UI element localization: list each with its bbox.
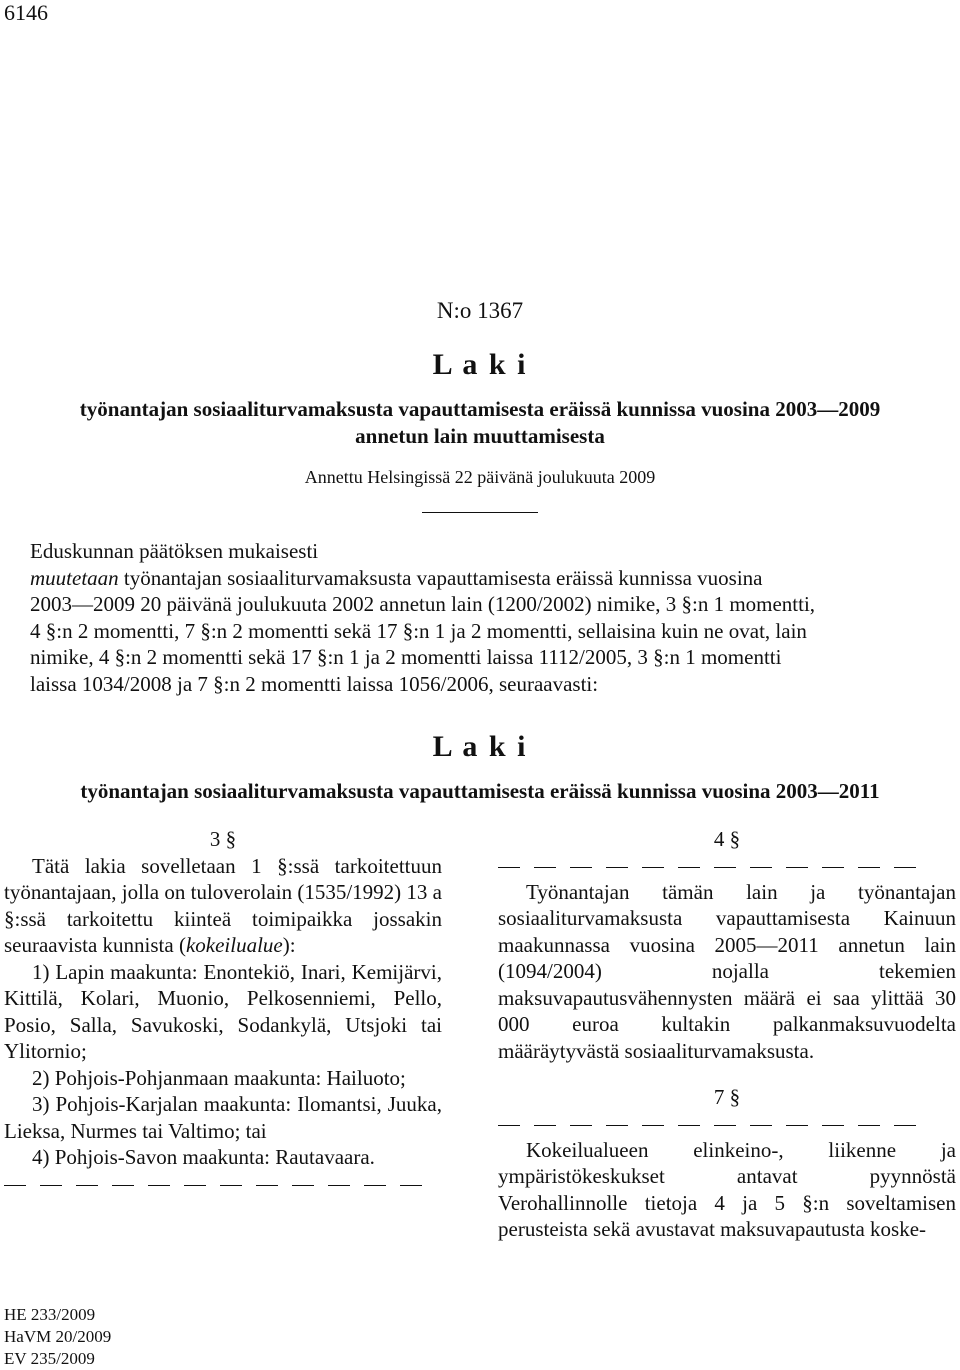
law-title-line2: annetun lain muuttamisesta (355, 424, 605, 448)
reference-he: HE 233/2009 (4, 1305, 96, 1324)
preamble (30, 538, 956, 697)
divider (422, 512, 538, 513)
given-at: Annettu Helsingissä 22 päivänä joulukuuta 2009 (304, 467, 656, 487)
section-3-heading: 3 § (209, 827, 237, 851)
section-7-text: Kokeilualueen elinkeino-, liikenne ja ympäristökeskukset antavat pyynnöstä Verohallinnolle tietoja 4 ja 5 §:n soveltamisen perusteista sekä avustavat maksuvapautusta koske- (498, 1137, 956, 1241)
section-3-intro-italic: kokeilualue (185, 933, 283, 957)
preamble-line2 (30, 565, 956, 592)
list-item: 4) Pohjois-Savon maakunta: Rautavaara. (32, 1145, 375, 1169)
section-4-text: Työnantajan tämän lain ja työnantajan sosiaaliturvamaksusta vapauttamisesta Kainuun maakunnassa vuosina 2005—2011 annetun lain (1094/2004) nojalla tekemien maksuvapautusvähennysten määrä ei saa ylittää 30 000 euroa kultakin palkanmaksuvuodelta määräytyvästä sosiaaliturvamaksusta. (498, 879, 956, 1063)
reference-ev: EV 235/2009 (4, 1349, 95, 1368)
section-3-intro-b: ): (282, 933, 296, 957)
new-law-heading: L a k i (432, 730, 528, 763)
preamble-line1: Eduskunnan päätöksen mukaisesti (30, 539, 319, 563)
page-number: 6146 (4, 0, 48, 25)
omission-dashes (498, 853, 956, 873)
list-item: 2) Pohjois-Pohjanmaan maakunta: Hailuoto; (32, 1065, 406, 1090)
list-item: 1) Lapin maakunta: Enontekiö, Inari, Kemijärvi, Kittilä, Kolari, Muonio, Pelkosenniemi, Pello, Posio, Salla, Savukoski, Sodankylä, Utsjoki tai Ylitornio; (4, 959, 442, 1063)
law-title-line1: työnantajan sosiaaliturvamaksusta vapauttamisesta eräissä kunnissa vuosina 2003—2009 (79, 397, 881, 421)
new-law-title: työnantajan sosiaaliturvamaksusta vapauttamisesta eräissä kunnissa vuosina 2003—2011 (80, 779, 880, 803)
preamble-line6: laissa 1034/2008 ja 7 §:n 2 momentti laissa 1056/2006, seuraavasti: (30, 671, 599, 696)
preamble-line2-rest: työnantajan sosiaaliturvamaksusta vapauttamisesta eräissä kunnissa vuosina (118, 565, 763, 590)
section-7-heading: 7 § (713, 1085, 741, 1109)
section-3-intro-a: Tätä lakia sovelletaan 1 §:ssä tarkoitettuun työnantajaan, jolla on tuloverolain (1535/1992) 13 a §:ssä tarkoitettu kiinteä toimipaikka jossakin seuraavista kunnista ( (4, 853, 442, 957)
section-3-intro (4, 853, 442, 959)
right-column (498, 826, 956, 1243)
omission-dashes (4, 1171, 442, 1191)
list-item: 3) Pohjois-Karjalan maakunta: Ilomantsi, Juuka, Lieksa, Nurmes tai Valtimo; tai (4, 1092, 442, 1143)
statute-number: N:o 1367 (436, 298, 524, 323)
preamble-line5: nimike, 4 §:n 2 momentti sekä 17 §:n 1 ja 2 momentti laissa 1112/2005, 3 §:n 1 momentti (30, 645, 782, 669)
reference-havm: HaVM 20/2009 (4, 1327, 112, 1346)
left-column (4, 826, 442, 1191)
amended-word: muutetaan (30, 565, 119, 590)
law-heading: L a k i (432, 348, 528, 381)
preamble-line3: 2003—2009 20 päivänä joulukuuta 2002 annetun lain (1200/2002) nimike, 3 §:n 1 momentti, (30, 592, 816, 616)
section-4-heading: 4 § (713, 827, 741, 851)
omission-dashes (498, 1111, 956, 1131)
legislative-references (4, 1304, 111, 1370)
law-title (0, 396, 960, 450)
preamble-line4: 4 §:n 2 momentti, 7 §:n 2 momentti sekä 17 §:n 1 ja 2 momentti, sellaisina kuin ne ovat, lain (30, 618, 807, 643)
